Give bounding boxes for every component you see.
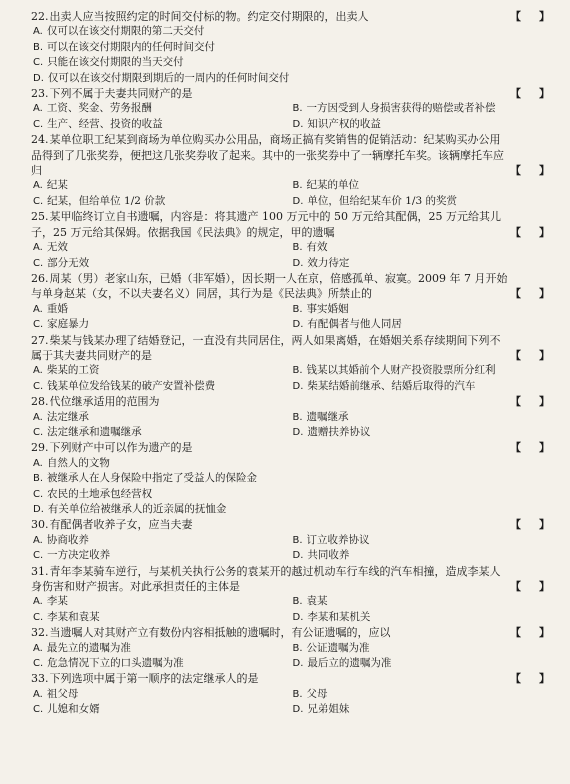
- option-letter: C.: [33, 257, 44, 269]
- question-22: [31, 9, 552, 86]
- question-26: [31, 271, 552, 333]
- option-a[interactable]: [33, 594, 293, 609]
- option-text: 李某: [46, 595, 68, 608]
- question-text: 下列不属于夫妻共同财产的是: [49, 87, 193, 101]
- option-text: 兄弟姐妹: [307, 703, 350, 716]
- option-letter: C.: [33, 658, 44, 670]
- question-number: 29.: [31, 441, 49, 455]
- option-b[interactable]: [293, 594, 553, 609]
- question-text: 出卖人应当按照约定的时间交付标的物。约定交付期限的，出卖人: [49, 10, 369, 23]
- option-text: 有配偶者与他人同居: [307, 318, 402, 331]
- option-b[interactable]: [293, 363, 553, 378]
- option-text: 单位，但给纪某车价 1/3 的奖赏: [307, 194, 457, 207]
- option-letter: D.: [292, 195, 304, 207]
- question-27: [31, 333, 552, 395]
- question-stem: [31, 209, 552, 240]
- option-d[interactable]: [293, 256, 553, 271]
- option-text: 农民的土地承包经营权: [47, 487, 153, 500]
- option-b[interactable]: [293, 240, 553, 255]
- option-b[interactable]: [293, 101, 553, 116]
- option-letter: B.: [33, 41, 44, 53]
- answer-bracket[interactable]: 【 】: [510, 626, 550, 640]
- option-d[interactable]: [293, 702, 553, 717]
- option-d[interactable]: [293, 194, 553, 209]
- option-d[interactable]: [293, 610, 553, 625]
- question-number: 25.: [31, 210, 49, 224]
- option-text: 工资、奖金、劳务报酬: [46, 102, 152, 115]
- option-text: 法定继承: [46, 410, 89, 423]
- option-c[interactable]: [33, 425, 293, 440]
- option-b[interactable]: [293, 641, 553, 656]
- option-text: 祖父母: [46, 687, 79, 700]
- option-letter: C.: [33, 550, 44, 562]
- option-letter: B.: [33, 473, 44, 485]
- option-text: 知识产权的收益: [307, 117, 381, 130]
- option-text: 法定继承和遗嘱继承: [47, 425, 142, 438]
- option-letter: D.: [292, 380, 304, 392]
- option-d[interactable]: [293, 656, 553, 671]
- option-letter: B.: [292, 303, 303, 315]
- option-a[interactable]: [33, 410, 293, 425]
- option-text: 协商收养: [46, 533, 89, 546]
- option-letter: A.: [33, 303, 43, 315]
- answer-bracket[interactable]: 【 】: [510, 10, 550, 23]
- question-stem: [31, 9, 552, 24]
- option-letter: C.: [33, 319, 44, 331]
- option-text: 儿媳和女婿: [47, 703, 100, 716]
- answer-bracket[interactable]: 【 】: [510, 348, 550, 362]
- option-a[interactable]: [33, 302, 293, 317]
- option-letter: A.: [33, 457, 43, 469]
- option-list: [31, 641, 552, 672]
- option-letter: C.: [33, 611, 44, 623]
- option-text: 父母: [306, 687, 328, 700]
- question-text: 柴某与钱某办理了结婚登记，一直没有共同居住，两人如果离婚，在婚姻关系存续期间下列不属于其夫妻共同财产的是: [31, 333, 501, 362]
- option-a[interactable]: [33, 687, 293, 702]
- option-text: 危急情况下立的口头遗嘱为准: [47, 657, 184, 670]
- option-text: 只能在该交付期限的当天交付: [47, 56, 184, 69]
- answer-bracket[interactable]: 【 】: [510, 87, 550, 101]
- answer-bracket[interactable]: 【 】: [510, 580, 550, 594]
- option-c[interactable]: [33, 379, 293, 394]
- option-letter: D.: [292, 704, 304, 716]
- question-stem: [31, 517, 552, 532]
- option-text: 纪某: [46, 179, 68, 192]
- question-text: 下列选项中属于第一顺序的法定继承人的是: [49, 672, 259, 686]
- option-b[interactable]: [33, 471, 552, 486]
- answer-bracket[interactable]: 【 】: [510, 672, 550, 686]
- option-text: 最先立的遗嘱为准: [46, 641, 131, 654]
- option-letter: A.: [33, 180, 43, 192]
- option-text: 共同收养: [307, 549, 350, 562]
- option-text: 自然人的文物: [46, 456, 110, 469]
- option-list: [31, 687, 552, 718]
- option-letter: A.: [33, 242, 43, 254]
- option-letter: C.: [33, 704, 44, 716]
- option-letter: D.: [33, 72, 44, 84]
- option-text: 一方因受到人身损害获得的赔偿或者补偿: [306, 102, 496, 115]
- option-b[interactable]: [293, 302, 553, 317]
- question-stem: [31, 394, 552, 409]
- question-31: [31, 564, 552, 626]
- option-d[interactable]: [293, 425, 553, 440]
- question-stem: [31, 333, 552, 364]
- option-text: 事实婚姻: [306, 302, 349, 315]
- answer-bracket[interactable]: 【 】: [510, 164, 550, 178]
- option-letter: C.: [33, 195, 44, 207]
- question-text: 当遗嘱人对其财产立有数份内容相抵触的遗嘱时，有公证遗嘱的，应以: [49, 626, 391, 640]
- option-text: 柴某的工资: [46, 364, 100, 377]
- option-text: 遗赠扶养协议: [307, 425, 371, 438]
- option-letter: D.: [292, 658, 304, 670]
- option-c[interactable]: [33, 548, 293, 563]
- option-text: 仅可以在该交付期限的第二天交付: [46, 25, 205, 38]
- option-a[interactable]: [33, 24, 552, 39]
- option-c[interactable]: [33, 610, 293, 625]
- option-letter: A.: [33, 534, 43, 546]
- option-a[interactable]: [33, 363, 293, 378]
- answer-bracket[interactable]: 【 】: [510, 518, 550, 532]
- question-text: 某甲临终订立自书遗嘱，内容是：将其遗产 100 万元中的 50 万元给其配偶，25 万元给其儿子，25 万元给其保姆。依据我国《民法典》的规定，甲的遗嘱: [31, 210, 501, 239]
- option-c[interactable]: [33, 487, 552, 502]
- question-23: [31, 86, 552, 132]
- option-text: 仅可以在该交付期限到期后的一周内的任何时间交付: [47, 71, 290, 84]
- option-list: [31, 410, 552, 441]
- option-a[interactable]: [33, 456, 552, 471]
- option-text: 家庭暴力: [47, 318, 90, 331]
- option-list: [31, 533, 552, 564]
- answer-bracket[interactable]: 【 】: [510, 441, 550, 455]
- option-letter: D.: [292, 426, 304, 438]
- option-a[interactable]: [33, 178, 293, 193]
- option-a[interactable]: [33, 641, 293, 656]
- option-text: 纪某的单位: [306, 179, 360, 192]
- option-letter: B.: [292, 242, 303, 254]
- option-text: 被继承人在人身保险中指定了受益人的保险金: [47, 472, 258, 485]
- option-list: [31, 456, 552, 518]
- question-number: 30.: [31, 518, 49, 532]
- option-letter: D.: [292, 257, 304, 269]
- question-text: 代位继承适用的范围为: [49, 395, 160, 409]
- option-a[interactable]: [33, 101, 293, 116]
- option-c[interactable]: [33, 656, 293, 671]
- option-letter: C.: [33, 57, 44, 69]
- option-list: [31, 178, 552, 209]
- option-text: 袁某: [306, 595, 328, 608]
- question-number: 31.: [31, 564, 49, 578]
- question-33: [31, 671, 552, 717]
- answer-bracket[interactable]: 【 】: [510, 395, 550, 409]
- option-letter: A.: [33, 365, 43, 377]
- option-a[interactable]: [33, 533, 293, 548]
- option-list: [31, 302, 552, 333]
- option-letter: C.: [33, 118, 44, 130]
- question-25: [31, 209, 552, 271]
- option-text: 纪某，但给单位 1/2 价款: [47, 194, 166, 207]
- question-29: [31, 440, 552, 517]
- option-letter: C.: [33, 488, 44, 500]
- question-text: 下列财产中可以作为遗产的是: [49, 441, 193, 455]
- option-text: 柴某结婚前继承、结婚后取得的汽车: [307, 379, 476, 392]
- question-stem: [31, 564, 552, 595]
- option-b[interactable]: [293, 178, 553, 193]
- option-d[interactable]: [293, 379, 553, 394]
- option-letter: A.: [33, 26, 43, 38]
- option-letter: C.: [33, 380, 44, 392]
- question-text: 某单位职工纪某到商场为单位购买办公用品，商场正搞有奖销售的促销活动：纪某购买办公用品得到了几张奖券，便把这几张奖券收了起来。其中的一张奖券中了一辆摩托车奖。该辆摩托车应归: [31, 133, 504, 178]
- option-letter: D.: [33, 504, 44, 515]
- option-text: 钱某单位发给钱某的破产安置补偿费: [47, 379, 216, 392]
- option-d[interactable]: [293, 117, 553, 132]
- option-d[interactable]: [33, 71, 552, 86]
- option-text: 生产、经营、投资的收益: [47, 117, 163, 130]
- option-letter: D.: [292, 550, 304, 562]
- option-a[interactable]: [33, 240, 293, 255]
- option-text: 公证遗嘱为准: [306, 641, 370, 654]
- option-letter: A.: [33, 642, 43, 654]
- option-letter: B.: [292, 534, 303, 546]
- question-24: [31, 132, 552, 209]
- option-letter: B.: [292, 365, 303, 377]
- question-28: [31, 394, 552, 440]
- option-text: 遗嘱继承: [306, 410, 349, 423]
- option-text: 有关单位给被继承人的近亲属的抚恤金: [47, 503, 227, 515]
- option-letter: A.: [33, 596, 43, 608]
- question-stem: [31, 271, 552, 302]
- option-c[interactable]: [33, 702, 293, 717]
- option-list: [31, 240, 552, 271]
- option-letter: B.: [292, 103, 303, 115]
- option-text: 钱某以其婚前个人财产投资股票所分红利: [306, 364, 496, 377]
- option-letter: A.: [33, 411, 43, 423]
- option-text: 李某和袁某: [47, 610, 100, 623]
- question-stem: [31, 625, 552, 640]
- option-text: 可以在该交付期限内的任何时间交付: [47, 40, 216, 53]
- option-letter: A.: [33, 103, 43, 115]
- option-c[interactable]: [33, 256, 293, 271]
- option-letter: C.: [33, 426, 44, 438]
- question-number: 24.: [31, 133, 49, 147]
- option-c[interactable]: [33, 55, 552, 70]
- option-letter: A.: [33, 688, 43, 700]
- option-list: [31, 24, 552, 86]
- option-letter: B.: [292, 180, 303, 192]
- option-list: [31, 101, 552, 132]
- option-d[interactable]: [293, 548, 553, 563]
- question-number: 27.: [31, 333, 49, 347]
- option-text: 李某和某机关: [307, 610, 371, 623]
- option-c[interactable]: [33, 194, 293, 209]
- option-c[interactable]: [33, 117, 293, 132]
- question-number: 33.: [31, 672, 49, 686]
- option-letter: B.: [292, 411, 303, 423]
- option-letter: B.: [292, 642, 303, 654]
- question-stem: [31, 440, 552, 455]
- question-number: 23.: [31, 87, 49, 101]
- option-text: 有效: [306, 241, 328, 254]
- option-c[interactable]: [33, 317, 293, 332]
- option-d[interactable]: [293, 317, 553, 332]
- question-text: 有配偶者收养子女，应当夫妻: [49, 518, 193, 532]
- option-text: 一方决定收养: [47, 549, 111, 562]
- option-text: 重婚: [46, 302, 68, 315]
- option-b[interactable]: [293, 687, 553, 702]
- option-b[interactable]: [293, 533, 553, 548]
- option-text: 无效: [46, 241, 68, 254]
- answer-bracket[interactable]: 【 】: [510, 287, 550, 301]
- option-text: 最后立的遗嘱为准: [307, 657, 392, 670]
- question-text: 青年李某骑车逆行，与某机关执行公务的袁某开的越过机动车行车线的汽车相撞，造成李某人身伤害和财产损害。对此承担责任的主体是: [31, 564, 501, 594]
- question-number: 32.: [31, 626, 49, 640]
- question-32: [31, 625, 552, 671]
- option-text: 效力待定: [307, 256, 350, 269]
- question-text: 周某（男）老家山东，已婚（非军婚），因长期一人在京，倍感孤单、寂寞。2009 年 7 月开始与单身赵某（女，不以夫妻名义）同居，其行为是《民法典》所禁止的: [31, 271, 508, 301]
- option-letter: B.: [292, 688, 303, 700]
- option-b[interactable]: [33, 40, 552, 55]
- option-letter: D.: [292, 118, 304, 130]
- option-letter: B.: [292, 596, 303, 608]
- option-letter: D.: [292, 319, 304, 331]
- answer-bracket[interactable]: 【 】: [510, 225, 550, 239]
- question-stem: [31, 86, 552, 101]
- option-letter: D.: [292, 611, 304, 623]
- question-stem: [31, 671, 552, 686]
- question-number: 28.: [31, 395, 49, 409]
- question-stem: [31, 132, 552, 178]
- option-text: 订立收养协议: [306, 533, 370, 546]
- option-b[interactable]: [293, 410, 553, 425]
- option-d[interactable]: [33, 502, 552, 517]
- option-list: [31, 594, 552, 625]
- question-30: [31, 517, 552, 563]
- question-number: 22.: [31, 10, 49, 23]
- question-number: 26.: [31, 271, 49, 285]
- option-list: [31, 363, 552, 394]
- option-text: 部分无效: [47, 256, 90, 269]
